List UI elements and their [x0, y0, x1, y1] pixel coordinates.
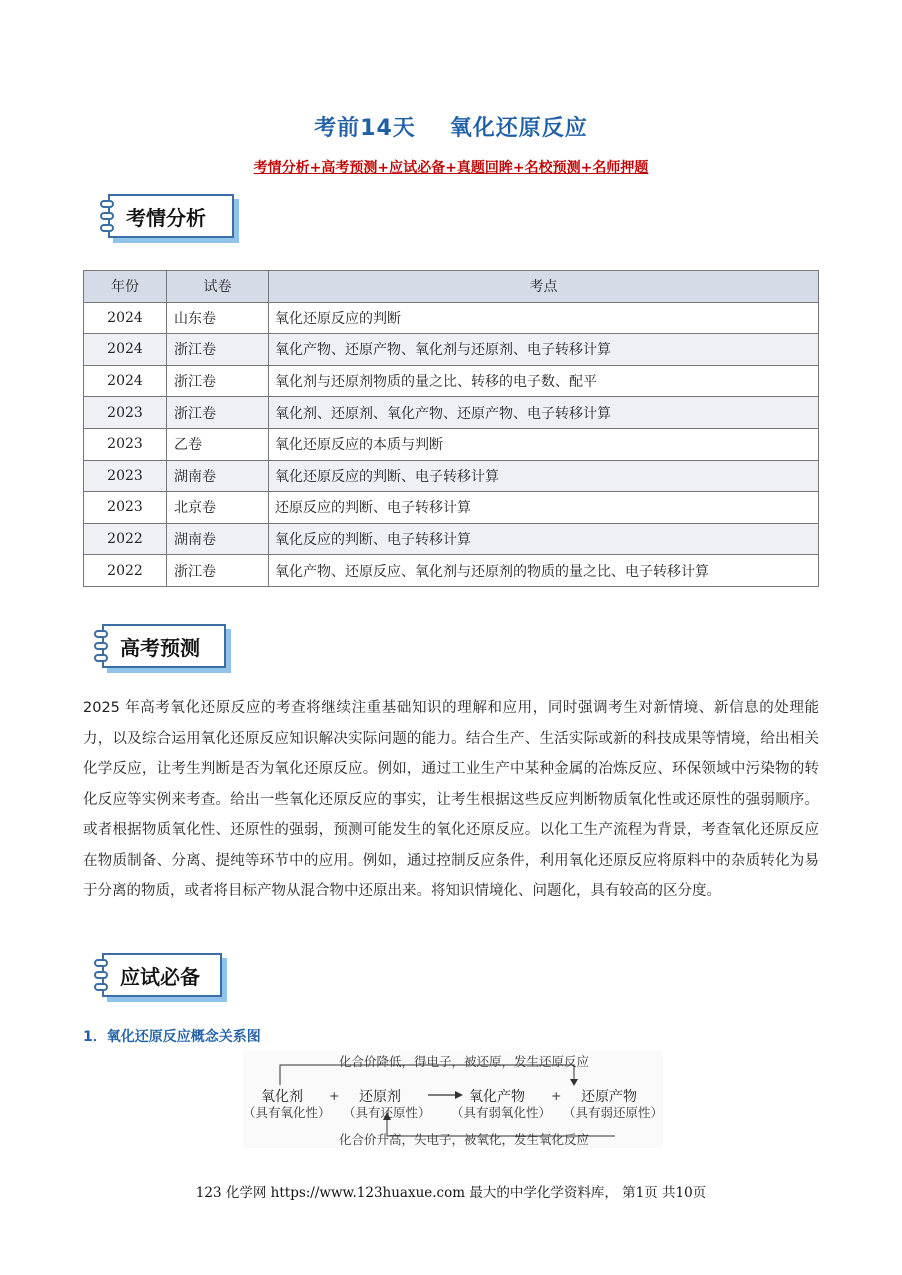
table-row [84, 555, 819, 587]
page-subtitle: 考情分析+高考预测+应试必备+真题回眸+名校预测+名师押题 [253, 160, 649, 176]
table-row [84, 365, 819, 397]
table-row [84, 397, 819, 429]
table-row [84, 460, 819, 492]
cell-year: 2024 [84, 365, 167, 397]
binder-ring-icon [100, 212, 114, 220]
header-year: 年份 [84, 271, 167, 303]
cell-paper: 浙江卷 [167, 334, 269, 366]
cell-point: 还原反应的判断、电子转移计算 [269, 492, 819, 524]
cell-paper: 北京卷 [167, 492, 269, 524]
title-left: 考前14天 [314, 116, 416, 141]
cell-point: 氧化剂、还原剂、氧化产物、还原产物、电子转移计算 [269, 397, 819, 429]
exam-analysis-table [83, 270, 819, 587]
diagram-oxidant-note: （具有氧化性） [243, 1105, 331, 1120]
cell-year: 2022 [84, 523, 167, 555]
table-row [84, 492, 819, 524]
redox-concept-diagram [243, 1050, 663, 1148]
forecast-paragraph: 2025 年高考氧化还原反应的考查将继续注重基础知识的理解和应用，同时强调考生对新情境、新信息的处理能力，以及综合运用氧化还原反应知识解决实际问题的能力。结合生产、生活实际或新的科技成果等情境，给出相关化学反应，让考生判断是否为氧化还原反应。例如，通过工业生产中某种金属的冶炼反应、环保领域中污染物的转化反应等实例来考查。给出一些氧化还原反应的事实，让考生根据这些反应判断物质氧化性或还原性的强弱顺序。或者根据物质氧化性、还原性的强弱，预测可能发生的氧化还原反应。以化工生产流程为背景，考查氧化还原反应在物质制备、分离、提纯等环节中的应用。例如，通过控制反应条件，利用氧化还原反应将原料中的杂质转化为易于分离的物质，或者将目标产物从混合物中还原出来。将知识情境化、问题化，具有较高的区分度。 [83, 700, 819, 899]
binder-ring-icon [94, 983, 108, 991]
diagram-bottom-label: 化合价升高，失电子，被氧化，发生氧化反应 [339, 1132, 590, 1147]
cell-point: 氧化还原反应的判断 [269, 302, 819, 334]
binder-ring-icon [100, 200, 114, 208]
section-heading-label: 高考预测 [120, 635, 200, 660]
cell-paper: 浙江卷 [167, 365, 269, 397]
diagram-reductant-note: （具有还原性） [343, 1105, 431, 1120]
concept-diagram-heading: 1．氧化还原反应概念关系图 [83, 1029, 261, 1045]
cell-point: 氧化产物、还原反应、氧化剂与还原剂的物质的量之比、电子转移计算 [269, 555, 819, 587]
table-row [84, 523, 819, 555]
reduction-arrowhead [570, 1079, 578, 1086]
title-right: 氧化还原反应 [449, 116, 588, 141]
diagram-plus-1: + [329, 1088, 340, 1103]
cell-point: 氧化产物、还原产物、氧化剂与还原剂、电子转移计算 [269, 334, 819, 366]
cell-year: 2024 [84, 302, 167, 334]
diagram-top-label: 化合价降低，得电子，被还原，发生还原反应 [339, 1054, 590, 1069]
section-heading-analysis [100, 194, 240, 242]
section-heading-forecast [94, 624, 234, 672]
cell-year: 2023 [84, 460, 167, 492]
cell-year: 2022 [84, 555, 167, 587]
binder-ring-icon [100, 224, 114, 232]
binder-ring-icon [94, 642, 108, 650]
diagram-plus-2: + [551, 1088, 562, 1103]
binder-ring-icon [94, 630, 108, 638]
diagram-ox-product: 氧化产物 [469, 1089, 525, 1105]
diagram-red-product-note: （具有弱还原性） [563, 1105, 664, 1120]
cell-point: 氧化还原反应的判断、电子转移计算 [269, 460, 819, 492]
page-title [0, 111, 902, 142]
binder-ring-icon [94, 654, 108, 662]
cell-paper: 湖南卷 [167, 523, 269, 555]
cell-year: 2023 [84, 492, 167, 524]
diagram-reductant: 还原剂 [359, 1089, 401, 1105]
section-heading-box [102, 953, 222, 997]
section-heading-box [102, 624, 226, 668]
cell-year: 2023 [84, 397, 167, 429]
section-heading-essentials [94, 953, 234, 1001]
diagram-red-product: 还原产物 [581, 1089, 637, 1105]
diagram-oxidant: 氧化剂 [261, 1089, 303, 1105]
cell-point: 氧化还原反应的本质与判断 [269, 428, 819, 460]
binder-ring-icon [94, 959, 108, 967]
page-footer: 123 化学网 https://www.123huaxue.com 最大的中学化学资料库， 第1页 共10页 [195, 1185, 707, 1201]
cell-point: 氧化剂与还原剂物质的量之比、转移的电子数、配平 [269, 365, 819, 397]
cell-paper: 浙江卷 [167, 397, 269, 429]
binder-ring-icon [94, 971, 108, 979]
cell-year: 2023 [84, 428, 167, 460]
section-heading-label: 应试必备 [120, 964, 200, 989]
table-row [84, 302, 819, 334]
table-header-row [84, 271, 819, 303]
section-heading-box [108, 194, 234, 238]
header-point: 考点 [269, 271, 819, 303]
diagram-ox-product-note: （具有弱氧化性） [451, 1105, 552, 1120]
cell-paper: 浙江卷 [167, 555, 269, 587]
cell-point: 氧化反应的判断、电子转移计算 [269, 523, 819, 555]
cell-paper: 乙卷 [167, 428, 269, 460]
reaction-arrowhead [455, 1091, 463, 1099]
section-heading-label: 考情分析 [126, 205, 206, 230]
cell-paper: 湖南卷 [167, 460, 269, 492]
table-row [84, 428, 819, 460]
cell-paper: 山东卷 [167, 302, 269, 334]
cell-year: 2024 [84, 334, 167, 366]
header-paper: 试卷 [167, 271, 269, 303]
table-row [84, 334, 819, 366]
